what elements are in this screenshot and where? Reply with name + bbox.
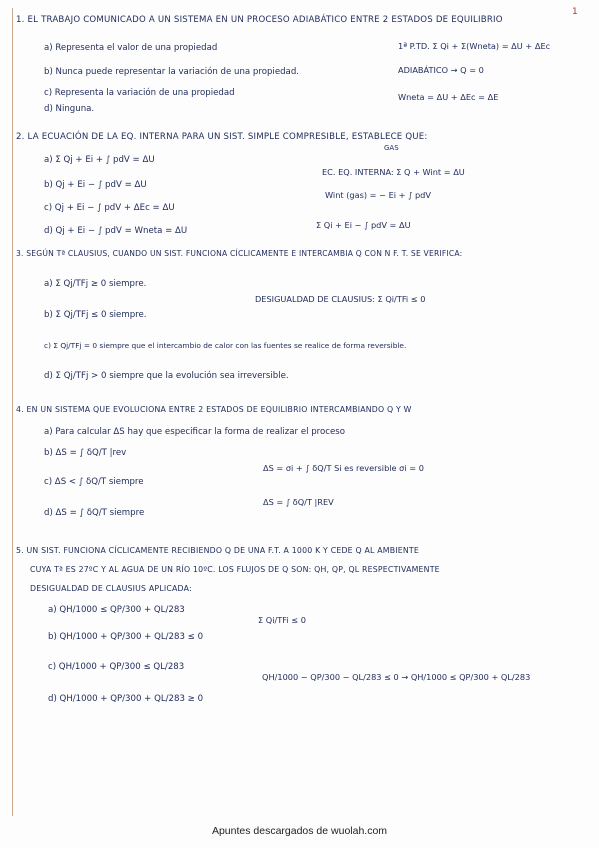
q2-note-result: Σ Qi + Ei − ∫ pdV = ΔU [316, 220, 411, 230]
q5-note-clausius: Σ Qi/TFi ≤ 0 [258, 615, 306, 625]
q5-option-b: b) QH/1000 + QP/300 + QL/283 ≤ 0 [48, 632, 204, 642]
q2-gas-label: GAS [384, 144, 399, 152]
q2-note-eq: EC. EQ. INTERNA: Σ Q + Wint = ΔU [322, 167, 465, 177]
q3-option-d: d) Σ Qj/TFj > 0 siempre que la evolución sea irreversible. [44, 371, 289, 381]
q1-stem: 1. EL TRABAJO COMUNICADO A UN SISTEMA EN UN PROCESO ADIABÁTICO ENTRE 2 ESTADOS DE EQUILIBRIO [16, 15, 503, 25]
q4-option-b: b) ΔS = ∫ δQ/T |rev [44, 448, 127, 458]
q2-note-wint: Wint (gas) = − Ei + ∫ pdV [325, 190, 431, 200]
q5-option-c: c) QH/1000 + QP/300 ≤ QL/283 [48, 662, 185, 672]
q5-stem-line3: DESIGUALDAD DE CLAUSIUS APLICADA: [30, 584, 192, 593]
q1-note-work: Wneta = ΔU + ΔEc = ΔE [398, 92, 499, 102]
q4-option-c: c) ΔS < ∫ δQ/T siempre [44, 477, 144, 487]
q5-stem-line1: 5. UN SIST. FUNCIONA CÍCLICAMENTE RECIBIENDO Q DE UNA F.T. A 1000 K Y CEDE Q AL AMBIENTE [16, 546, 420, 555]
page-number: 1 [572, 7, 578, 17]
q4-option-d: d) ΔS = ∫ δQ/T siempre [44, 508, 145, 518]
footer-source: Apuntes descargados de wuolah.com [211, 825, 388, 837]
q4-option-a: a) Para calcular ΔS hay que especificar la forma de realizar el proceso [44, 427, 346, 437]
q3-stem: 3. SEGÚN Tª CLAUSIUS, CUANDO UN SIST. FUNCIONA CÍCLICAMENTE E INTERCAMBIA Q CON N F. T. SE VERIFICA: [16, 249, 463, 258]
q1-option-a: a) Representa el valor de una propiedad [44, 43, 218, 53]
q5-option-d: d) QH/1000 + QP/300 + QL/283 ≥ 0 [48, 694, 204, 704]
q5-option-a: a) QH/1000 ≤ QP/300 + QL/283 [48, 605, 185, 615]
q2-option-b: b) Qj + Ei − ∫ pdV = ΔU [44, 180, 147, 190]
q2-option-a: a) Σ Qj + Ei + ∫ pdV = ΔU [44, 155, 155, 165]
q5-note-derivation: QH/1000 − QP/300 − QL/283 ≤ 0 → QH/1000 ≤ QP/300 + QL/283 [262, 672, 531, 682]
q4-stem: 4. EN UN SISTEMA QUE EVOLUCIONA ENTRE 2 ESTADOS DE EQUILIBRIO INTERCAMBIANDO Q Y W [16, 405, 412, 414]
q3-option-c: c) Σ Qj/TFj = 0 siempre que el intercambio de calor con las fuentes se realice de forma reversible. [44, 341, 407, 350]
q1-option-b: b) Nunca puede representar la variación de una propiedad. [44, 67, 300, 77]
q2-stem: 2. LA ECUACIÓN DE LA EQ. INTERNA PARA UN SIST. SIMPLE COMPRESIBLE, ESTABLECE QUE: [16, 132, 428, 142]
q1-option-d: d) Ninguna. [44, 104, 95, 114]
q4-note-reversible: ΔS = ∫ δQ/T |REV [263, 497, 334, 507]
q4-note-entropy: ΔS = σi + ∫ δQ/T Si es reversible σi = 0 [263, 463, 424, 473]
q1-note-adiabatic: ADIABÁTICO → Q = 0 [398, 65, 484, 75]
q1-option-c: c) Representa la variación de una propiedad [44, 88, 235, 98]
q3-note-clausius: DESIGUALDAD DE CLAUSIUS: Σ Qi/TFi ≤ 0 [255, 294, 426, 304]
q2-option-d: d) Qj + Ei − ∫ pdV = Wneta = ΔU [44, 226, 188, 236]
q3-option-a: a) Σ Qj/TFj ≥ 0 siempre. [44, 279, 147, 289]
margin-line [12, 8, 13, 816]
q1-note-first-law: 1ª P.TD. Σ Qi + Σ(Wneta) = ΔU + ΔEc [398, 41, 551, 51]
q2-option-c: c) Qj + Ei − ∫ pdV + ΔEc = ΔU [44, 203, 175, 213]
q3-option-b: b) Σ Qj/TFj ≤ 0 siempre. [44, 310, 147, 320]
q5-stem-line2: CUYA Tª ES 27ºC Y AL AGUA DE UN RÍO 10ºC. LOS FLUJOS DE Q SON: QH, QP, QL RESPECTIVAMENTE [30, 565, 440, 574]
